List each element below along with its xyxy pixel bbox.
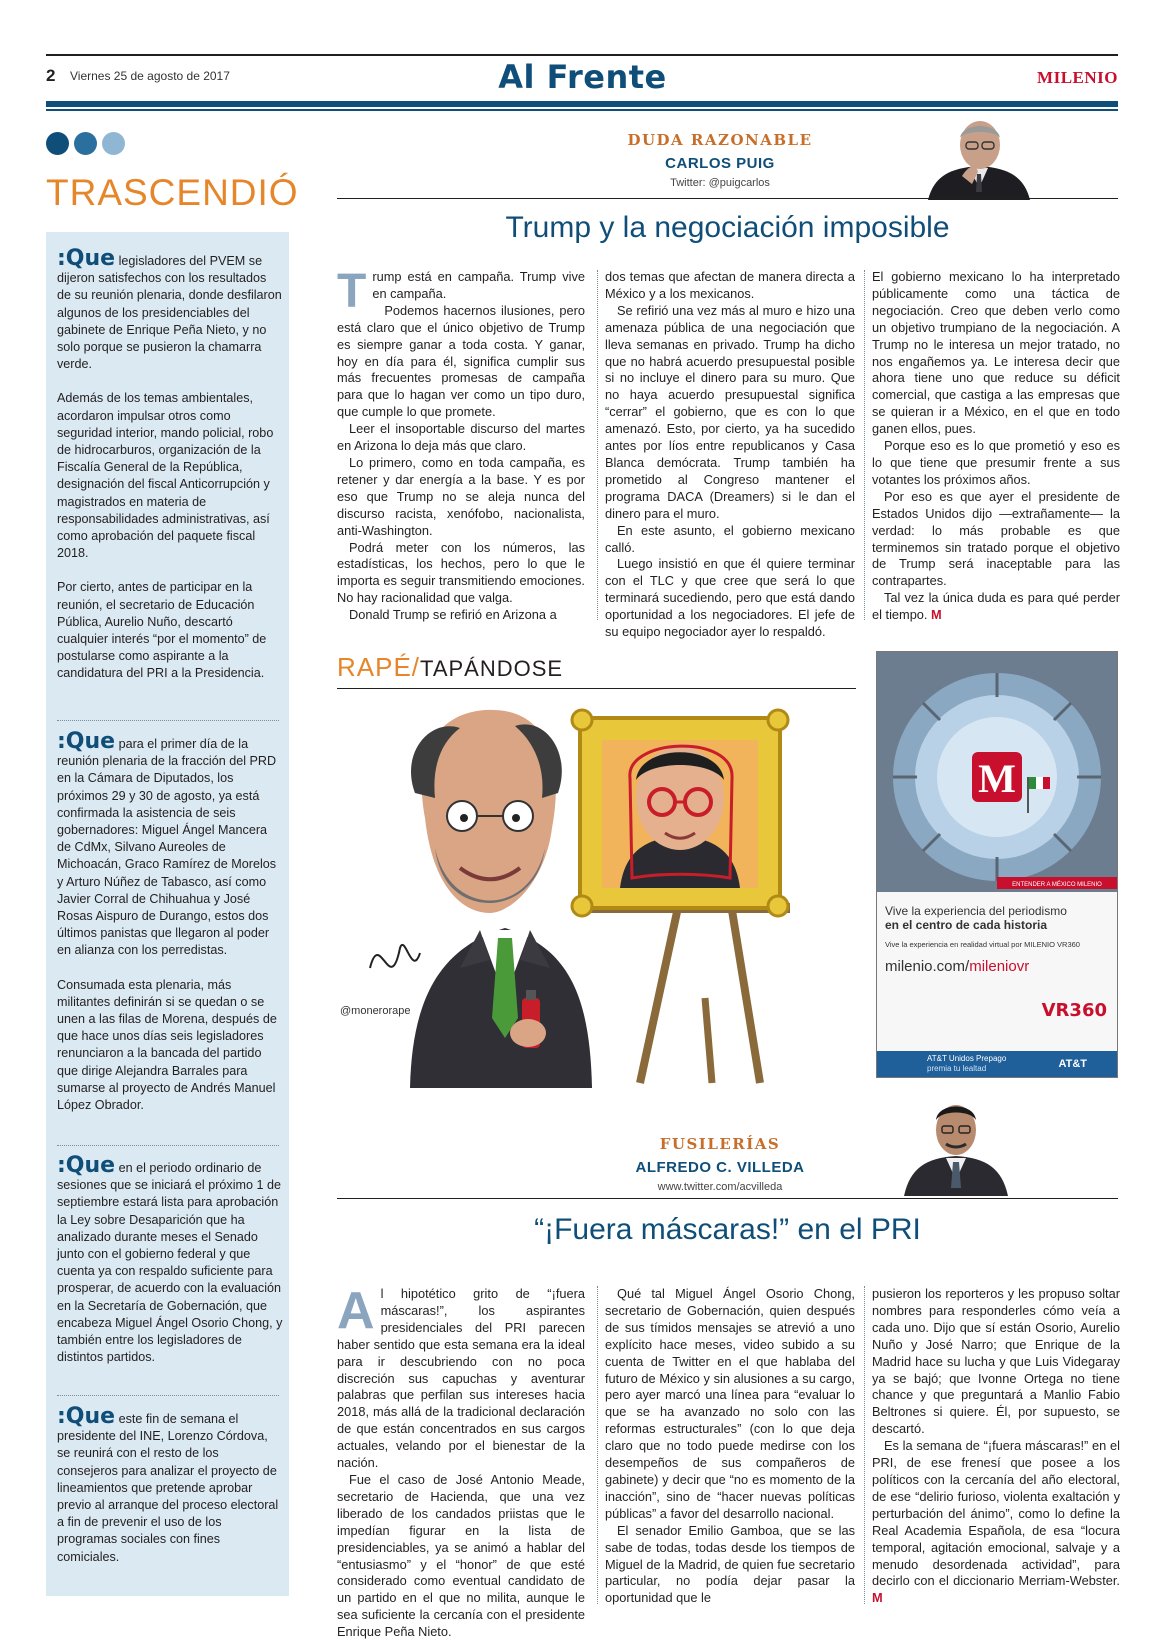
trascendio-item [57, 1404, 283, 1566]
att-banner [877, 1051, 1117, 1077]
author-photo-villeda [900, 1096, 1012, 1196]
dot-icon [102, 132, 125, 155]
section-title: Al Frente [498, 58, 667, 96]
column-headline: “¡Fuera máscaras!” en el PRI [534, 1213, 921, 1246]
item-text: Además de los temas ambientales, acordaron impulsar otros como seguridad interior, mando policial, robo de hidrocarburos, organización de la Fiscalía General de la República, designación del fiscal Anticorrupción y magistrados en materia de responsabilidades administrativas, así como aprobación del paquete fiscal 2018. [57, 391, 274, 561]
drop-cap: A [337, 1282, 375, 1340]
paragraph: Qué tal Miguel Ángel Osorio Chong, secretario de Gobernación, quien después de sus tímidos mensajes se atrevió a uno explícito hace meses, video subido a su cuenta de Twitter en el que hablaba del futuro de México y sin alusiones a su cargo, pero ayer marcó una línea para “evaluar lo que se ha avanzado no solo con las reformas estructurales” (con lo que deja claro que no todo puede medirse con los desempeños de sus compañeros de gabinete) y decir que “no es momento de la inacción”, sino de “hacer nuevas políticas públicas” a favor del desarrollo nacional. [605, 1286, 855, 1521]
dot-icon [46, 132, 69, 155]
article-column-1 [337, 265, 585, 624]
divider [57, 1395, 279, 1396]
ad-band-text: ENTENDER A MÉXICO MILENIO [1012, 882, 1102, 888]
column-divider [864, 1286, 865, 1604]
item-text: Consumada esta plenaria, más militantes definirán si se quedan o se unen a las filas de Morena, después de que hace unos días seis legisladores renunciaron a la bancada del partido que dirige Alejandra Barrales para sumarse al proyecto de Andrés Manuel López Obrador. [57, 977, 277, 1113]
column-author[interactable]: ALFREDO C. VILLEDA [635, 1159, 805, 1176]
paragraph: dos temas que afectan de manera directa a México y a los mexicanos. [605, 269, 855, 301]
att-logo: AT&T [1058, 1058, 1087, 1070]
political-cartoon [340, 698, 860, 1088]
article-column-2 [605, 1286, 855, 1607]
ad-url[interactable]: milenio.com/mileniovr [885, 958, 1030, 975]
paragraph: Donald Trump se refirió en Arizona a [349, 607, 557, 623]
article-column-1 [337, 1282, 585, 1641]
item-text: en el periodo ordinario de sesiones que se iniciará el próximo 1 de septiembre estará lista para aprobación la Ley sobre Desaparición que ha analizado durante meses el Senado junto con el gobierno federal y que cuenta ya con respaldo suficiente para prosperar, de acuerdo con la evaluación en la Secretaría de Gobernación, que encabeza Miguel Ángel Osorio Chong, y también entre los legisladores de distintos partidos. [57, 1161, 283, 1365]
end-mark: M [931, 607, 942, 623]
paragraph: El gobierno mexicano lo ha interpretado públicamente como una táctica de negociación. Creo que deben verlo como un objetivo trumpiano de la negociación. A Trump no le interesa un mejor tratado, no nos engañemos ya. Le interesa decir que ahora tiene uno que reduce su déficit comercial, que castiga a las empresas que se quieran ir a México, en el que en todo ganen ellos, pues. [872, 269, 1120, 437]
paragraph: rump está en campaña. Trump vive en campaña. [372, 269, 585, 301]
article-column-2 [605, 269, 855, 641]
que-label: :Que [57, 729, 116, 754]
ad-line: Vive la experiencia del periodismo [885, 904, 1067, 918]
trascendio-item [57, 246, 283, 683]
paragraph: Fue el caso de José Antonio Meade, secretario de Hacienda, que una vez liberado de los candados priistas que le impedían figurar en la lista de presidenciables, ya se animó a hablar del “entusiasmo” y el “honor” de que esté considerado como eventual candidato de un partido en el que no milita, aunque le sea suficiente la cercanía con el presidente Enrique Peña Nieto. [337, 1471, 585, 1640]
ad-copy [885, 904, 1111, 975]
article-column-3 [872, 1286, 1120, 1607]
trascendio-title: TRASCENDIÓ [46, 172, 299, 213]
ad-line: en el centro de cada historia [885, 918, 1048, 932]
trascendio-item [57, 1153, 283, 1366]
item-text: para el primer día de la reunión plenaria de la fracción del PRD en la Cámara de Diputados, los próximos 29 y 30 de agosto, ya está confirmada la asistencia de seis gobernadores: Miguel Ángel Mancera de CdMx, Silvano Aureoles de Michoacán, Graco Ramírez de Morelos y Arturo Núñez de Tabasco, así como Javier Corral de Chihuahua y José Rosas Aispuro de Durango, estos dos últimos panistas que llegaron al poder en alianza con los perredistas. [57, 737, 277, 958]
top-rule [46, 54, 1118, 56]
author-twitter[interactable]: www.twitter.com/acvilleda [657, 1181, 783, 1193]
cartoon-title: TAPÁNDOSE [420, 656, 564, 681]
paragraph: El senador Emilio Gamboa, que se las sabe de todas, todas desde los tiempos de Miguel de la Madrid, de quien fue secretario particular, no podía dejar pasar la oportunidad que le [605, 1522, 855, 1606]
att-line: premia tu lealtad [927, 1064, 987, 1073]
column-kicker: FUSILERÍAS [659, 1135, 781, 1153]
cartoon-header [337, 652, 563, 683]
trascendio-item [57, 729, 283, 1114]
column-kicker: DUDA RAZONABLE [627, 131, 813, 149]
divider [57, 1145, 279, 1146]
divider [57, 720, 279, 721]
cartoon-section: RAPÉ/ [337, 652, 421, 682]
author-photo-puig [920, 118, 1038, 200]
end-mark: M [872, 1590, 883, 1606]
dot-icon [74, 132, 97, 155]
que-label: :Que [57, 246, 116, 271]
page-number: 2 [46, 66, 56, 85]
brand-logo[interactable]: MILENIO [1037, 68, 1118, 87]
paragraph: pusieron los reporteros y les propuso soltar nombres para responderles cómo veía a cada uno. Dijo que sí están Osorio, Aurelio Nuño y José Narro; que Enrique de la Madrid hace su lucha y que Luis Videgaray ya se bajó; que Ivonne Ortega no tiene chance y que preguntará a Manlio Fabio Beltrones si quiere. Él, por supuesto, se descartó. [872, 1286, 1120, 1437]
column-divider [864, 270, 865, 620]
item-text: este fin de semana el presidente del INE, Lorenzo Córdova, se reunirá con el resto de los consejeros para analizar el proyecto de lineamientos que pretende aprobar previo al arranque del proceso electoral a fin de prevenir el uso de los programas sociales con fines comiciales. [57, 1412, 279, 1564]
cartoon-rule [337, 688, 856, 689]
ad-line: Vive la experiencia en realidad virtual por MILENIO VR360 [885, 940, 1080, 949]
paragraph: l hipotético grito de “¡fuera máscaras!”, los aspirantes presidenciales del PRI parecen haber sentido que esta semana era la ideal para ir descubriendo con no poca discreción sus capuchas y aventurar palabras que perfilan sus intereses hacia 2018, más allá de la tradicional declaración de que están concentrados en sus cargos actuales, velando por el bienestar de la nación. [337, 1286, 585, 1471]
paragraph: Tal vez la única duda es para qué perder el tiempo. [872, 590, 1120, 623]
ad-m-logo: M [978, 756, 1016, 801]
column-author[interactable]: CARLOS PUIG [665, 155, 775, 172]
column-rule [337, 198, 1118, 199]
issue-date: Viernes 25 de agosto de 2017 [70, 69, 230, 83]
header-band [46, 101, 1118, 107]
paragraph: Por eso es que ayer el presidente de Estados Unidos dijo —extrañamente— la verdad: lo más probable es que terminemos sin tratado porque el objetivo de Trump será inaceptable para las contrapartes. [872, 488, 1120, 589]
paragraph: Porque eso es lo que prometió y eso es lo que tiene que presumir frente a sus votantes los próximos años. [872, 438, 1120, 487]
att-line: AT&T Unidos Prepago [927, 1054, 1007, 1063]
column-divider [597, 270, 598, 620]
paragraph: Lo primero, como en toda campaña, es retener y dar energía a la base. Y es por eso que Trump no se aleja nunca del discurso racista, xenófobo, nacionalista, anti-Washington. [337, 454, 585, 538]
paragraph: Es la semana de “¡fuera máscaras!” en el PRI, de ese frenesí que posee a los políticos con la cercanía del año electoral, de ese “delirio furioso, violenta exaltación y perturbación del ánimo”, como lo define la Real Academia Española, de esa “locura temporal, agitación emocional, salvaje y a menudo desordenada actividad”, para decirlo con el diccionario Merriam-Webster. [872, 1438, 1120, 1589]
trascendio-dots [46, 132, 130, 160]
paragraph: Leer el insoportable discurso del martes en Arizona lo deja más que claro. [337, 421, 585, 454]
author-twitter[interactable]: Twitter: @puigcarlos [670, 177, 770, 189]
paragraph: Luego insistió en que él quiere terminar con el TLC y que cree que será lo que terminará sucediendo, pero que está dando oportunidad a los negociadores. El jefe de su equipo negociador ayer lo respaldó. [605, 556, 855, 640]
ad-panorama-image [877, 652, 1117, 892]
column-rule [337, 1198, 1118, 1199]
que-label: :Que [57, 1153, 116, 1178]
header-band-thin [46, 109, 1118, 111]
paragraph: Se refirió una vez más al muro e hizo una amenaza pública de una negociación que lleva semanas en privado. Trump ha dicho que no habrá acuerdo presupuestal posible si no incluye el dinero para su muro. Que no haya acuerdo presupuestal significa “cerrar” el gobierno, que es con lo que amenazó. Esto, por cierto, ya ha sucedido antes por líos entre republicanos y Casa Blanca demócrata. Trump también ha prometido al Congreso mantener el programa DACA (Dreamers) si le dan el dinero para el muro. [605, 302, 855, 521]
milenio-vr-ad[interactable] [876, 651, 1118, 1078]
column-divider [597, 1286, 598, 1604]
drop-cap: T [337, 265, 367, 318]
paragraph: Podemos hacernos ilusiones, pero está claro que el único objetivo de Trump es siempre ganar a toda costa. Y ganar, hoy en día para él, significa cumplir sus más frecuentes promesas de campaña para que lo hagan ver como un tipo duro, que cumple lo que promete. [337, 302, 585, 420]
paragraph: En este asunto, el gobierno mexicano calló. [605, 522, 855, 555]
column-headline: Trump y la negociación imposible [505, 211, 950, 244]
cartoon-credit: @monerorape [340, 1005, 411, 1017]
article-column-3 [872, 269, 1120, 624]
paragraph: Podrá meter con los números, las estadísticas, los hechos, pero lo que le importa es seguir transmitiendo emociones. No hay racionalidad que valga. [337, 539, 585, 606]
ad-vr-logo: VR360 [1041, 1000, 1107, 1021]
item-text: Por cierto, antes de participar en la reunión, el secretario de Educación Pública, Aurelio Nuño, descartó cualquier interés “por el momento” de postularse como aspirante a la candidatura del PRI a la Presidencia. [57, 580, 267, 681]
que-label: :Que [57, 1404, 116, 1429]
item-text: legisladores del PVEM se dijeron satisfechos con los resultados de su reunión plenaria, donde desfilaron algunos de los presidenciables del gabinete de Enrique Peña Nieto, y no solo porque se pusieron la chamarra verde. [57, 254, 282, 372]
